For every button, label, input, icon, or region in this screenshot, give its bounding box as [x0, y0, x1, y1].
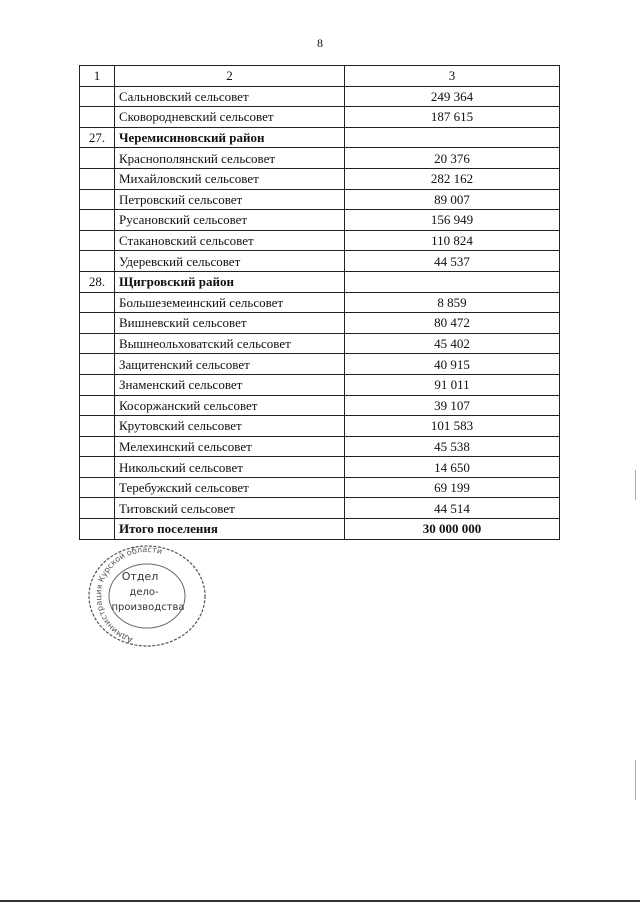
row-number — [80, 457, 115, 478]
table-row — [80, 477, 560, 498]
scan-bottom-rule — [0, 900, 640, 902]
row-number — [80, 436, 115, 457]
allocation-value: 30 000 000 — [345, 519, 560, 540]
scan-edge-mark — [635, 470, 636, 500]
table-row — [80, 416, 560, 437]
settlement-name: Петровский сельсовет — [115, 189, 345, 210]
allocation-value: 101 583 — [345, 416, 560, 437]
row-number — [80, 168, 115, 189]
table-row — [80, 127, 560, 148]
table-row — [80, 333, 560, 354]
table-row — [80, 189, 560, 210]
allocation-value: 39 107 — [345, 395, 560, 416]
allocation-value: 89 007 — [345, 189, 560, 210]
settlement-name: Краснополянский сельсовет — [115, 148, 345, 169]
allocation-value: 187 615 — [345, 107, 560, 128]
page-number: 8 — [317, 36, 323, 50]
settlement-name: Косоржанский сельсовет — [115, 395, 345, 416]
header-col-1: 1 — [80, 66, 115, 87]
table-row — [80, 168, 560, 189]
settlement-name: Защитенский сельсовет — [115, 354, 345, 375]
allocation-value: 14 650 — [345, 457, 560, 478]
allocation-value: 282 162 — [345, 168, 560, 189]
settlement-name: Знаменский сельсовет — [115, 374, 345, 395]
row-number — [80, 251, 115, 272]
table-row — [80, 230, 560, 251]
table-row — [80, 457, 560, 478]
table-row — [80, 271, 560, 292]
row-number — [80, 519, 115, 540]
table-row — [80, 374, 560, 395]
table-row — [80, 251, 560, 272]
table-row — [80, 313, 560, 334]
allocation-value: 40 915 — [345, 354, 560, 375]
table-row — [80, 210, 560, 231]
row-number — [80, 354, 115, 375]
row-number — [80, 395, 115, 416]
allocation-value: 45 538 — [345, 436, 560, 457]
allocation-value: 44 514 — [345, 498, 560, 519]
row-number: 28. — [80, 271, 115, 292]
settlement-name: Вишневский сельсовет — [115, 313, 345, 334]
allocation-value — [345, 271, 560, 292]
settlement-name: Итого поселения — [115, 519, 345, 540]
total-row — [80, 519, 560, 540]
allocation-value: 80 472 — [345, 313, 560, 334]
department-stamp — [82, 540, 212, 650]
allocation-value: 69 199 — [345, 477, 560, 498]
table-row — [80, 354, 560, 375]
row-number — [80, 230, 115, 251]
settlement-name: Удеревский сельсовет — [115, 251, 345, 272]
row-number — [80, 86, 115, 107]
allocation-value: 45 402 — [345, 333, 560, 354]
table-row — [80, 86, 560, 107]
row-number — [80, 313, 115, 334]
stamp-ring-text: Администрация Курской области — [93, 544, 164, 645]
row-number — [80, 374, 115, 395]
header-col-2: 2 — [115, 66, 345, 87]
header-col-3: 3 — [345, 66, 560, 87]
table-row — [80, 148, 560, 169]
row-number — [80, 148, 115, 169]
table-row — [80, 498, 560, 519]
table-row — [80, 395, 560, 416]
settlement-name: Вышнеольховатский сельсовет — [115, 333, 345, 354]
scan-edge-mark — [635, 760, 636, 800]
row-number — [80, 333, 115, 354]
settlement-name: Никольский сельсовет — [115, 457, 345, 478]
allocation-value: 110 824 — [345, 230, 560, 251]
settlement-name: Титовский сельсовет — [115, 498, 345, 519]
table-row — [80, 107, 560, 128]
allocation-value: 44 537 — [345, 251, 560, 272]
stamp-line-3: производства — [111, 602, 185, 613]
allocation-value: 249 364 — [345, 86, 560, 107]
settlement-name: Михайловский сельсовет — [115, 168, 345, 189]
allocation-value: 156 949 — [345, 210, 560, 231]
table-header-row — [80, 66, 560, 87]
row-number — [80, 107, 115, 128]
stamp-line-2: дело- — [129, 587, 159, 598]
row-number — [80, 292, 115, 313]
allocation-table — [79, 65, 560, 540]
row-number — [80, 189, 115, 210]
settlement-name: Крутовский сельсовет — [115, 416, 345, 437]
row-number — [80, 416, 115, 437]
settlement-name: Сковородневский сельсовет — [115, 107, 345, 128]
settlement-name: Русановский сельсовет — [115, 210, 345, 231]
allocation-value: 91 011 — [345, 374, 560, 395]
row-number — [80, 477, 115, 498]
row-number: 27. — [80, 127, 115, 148]
allocation-value: 20 376 — [345, 148, 560, 169]
allocation-value — [345, 127, 560, 148]
settlement-name: Сальновский сельсовет — [115, 86, 345, 107]
table-row — [80, 436, 560, 457]
allocation-value: 8 859 — [345, 292, 560, 313]
settlement-name: Щигровский район — [115, 271, 345, 292]
settlement-name: Мелехинский сельсовет — [115, 436, 345, 457]
settlement-name: Черемисиновский район — [115, 127, 345, 148]
settlement-name: Теребужский сельсовет — [115, 477, 345, 498]
row-number — [80, 498, 115, 519]
row-number — [80, 210, 115, 231]
settlement-name: Большеземеинский сельсовет — [115, 292, 345, 313]
settlement-name: Стакановский сельсовет — [115, 230, 345, 251]
stamp-line-1: Отдел — [121, 570, 159, 583]
table-row — [80, 292, 560, 313]
